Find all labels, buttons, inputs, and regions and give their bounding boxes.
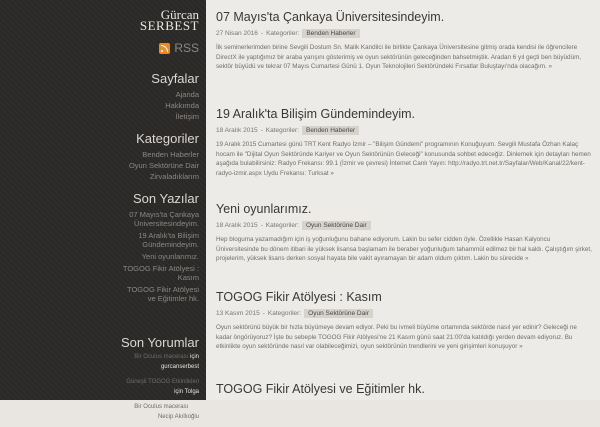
post-title[interactable]: TOGOG Fikir Atölyesi : Kasım [216, 290, 382, 304]
recent-post-link[interactable] [123, 231, 199, 249]
post-category-tag[interactable]: Benden Haberler [302, 29, 359, 38]
recent-post-line: 19 Aralık'ta Bilişim [138, 231, 199, 240]
recent-post-line: Yeni oyunlarımız. [141, 252, 199, 261]
sidebar [0, 0, 206, 420]
post-title[interactable]: 07 Mayıs'ta Çankaya Üniversitesindeyim. [216, 10, 445, 24]
post-excerpt: Oyun sektörünü büyük bir hızla büyümeye devam ediyor. Peki bu ivmeli büyüme ortamında sektörde nasıl yer edinir? Geleceği ne kadar öngörüyoruz? İşte bu sebeple TOGOG Fikir Atölyesi'ne 21 Kasım günü saat 21:00'da katıldığı yerden devam ediyoruz. Bu etkinlikte oyun sektöründe nasıl var olabileceğimizi, oyun sektörünün trendlerini ve yeni girişimleri konuşuyor » [216, 324, 577, 350]
comment-author[interactable]: gurcanserbest [160, 364, 199, 370]
post-categories-label: Kategoriler: [265, 127, 299, 134]
recent-posts-heading: Son Yazılar [132, 191, 199, 206]
post-entry [216, 290, 593, 352]
recent-post-link[interactable] [123, 252, 199, 261]
post-entry [216, 10, 593, 72]
comment-post[interactable]: Bir Oculus macerası [134, 354, 189, 360]
sidebar-item-category[interactable]: Oyun Sektörüne Dair [128, 161, 199, 170]
sidebar-item-page[interactable]: Hakkımda [165, 101, 199, 110]
sidebar-item-page[interactable]: İletişim [175, 112, 199, 121]
meta-sep: - [262, 310, 265, 317]
recent-post-link[interactable] [123, 264, 199, 282]
site-title-line2: SERBEST [139, 18, 199, 33]
post-category-tag[interactable]: Benden Haberler [302, 126, 359, 135]
post-entry [216, 382, 593, 397]
post-category-tag[interactable]: Oyun Sektörüne Dair [304, 309, 373, 318]
sidebar-item-category[interactable]: Benden Haberler [142, 150, 199, 159]
sidebar-item-category[interactable]: Zirvaladıklarım [149, 172, 199, 181]
comment-sep: için [174, 389, 184, 395]
recent-post-link[interactable] [123, 210, 199, 228]
post-excerpt: İlk seminerlerimden birine Sevgili Dostum Sn. Malik Kandilci ile birlikte Çankaya Üniversitesine gitmiş orada kendisi ile öğrencilere DirectX ile yaptığımız bir araba yarışını gösterimiş ve oyun sektörünün geleceğinden bahsetmiştik. Aradan 6 yıl geçti ben büyüdüm, sektör büyüdü ve tekrar 07 Mayıs Cumartesi Günü 1. Oyun Teknolojileri Sektöründeki Fırsatlar Buluştayı'nda olacağım. » [216, 44, 582, 70]
comment-post[interactable]: Bir Oculus macerası [134, 404, 189, 410]
pages-list [165, 89, 199, 122]
comment-item [9, 377, 199, 397]
recent-post-line: TOGOG Fikir Atölyesi [127, 285, 199, 294]
pages-heading: Sayfalar [151, 71, 199, 86]
comment-author[interactable]: Necip Akıllıoğlu [157, 414, 199, 420]
rss-icon [159, 43, 170, 54]
main-content [206, 0, 600, 400]
post-excerpt: 19 Aralık 2015 Cumartesi günü TRT Kent Radyo İzmir – "Bilişim Gündemi" programının Konuğuyum. Sevgili Mustafa Özhan Kalaç hocam ile "Dijital Oyun Sektöründe Kariyer ve Oyun Sektörünün Geleceği" konusunda sohbet edeceğiz. Dinlemek için detayları hemen aşağıda bulabilirsiniz: Radyo Frekansı: 99.1 (İzmir ve çevresi) İnternet Canlı Yayın: http://radyo.trt.net.tr/Sayfalar/Web/Kanal/22/kent-radyo-izmir.aspx Uydu Frekansı: Turksat » [216, 141, 591, 177]
post-date: 27 Nisan 2016 [216, 30, 258, 37]
recent-post-line: Gündemindeyim. [142, 240, 199, 249]
recent-post-line: 07 Mayıs'ta Çankaya [129, 210, 199, 219]
meta-sep: - [260, 222, 263, 229]
comment-sep: için [189, 354, 199, 360]
post-category-tag[interactable]: Oyun Sektörüne Dair [302, 221, 371, 230]
post-entry [216, 107, 593, 178]
post-date: 13 Kasım 2015 [216, 310, 260, 317]
recent-post-line: Üniversitesindeyim. [133, 219, 199, 228]
post-meta [216, 309, 593, 318]
site-title[interactable] [140, 9, 199, 31]
post-categories-label: Kategoriler: [266, 30, 300, 37]
meta-sep: - [260, 30, 264, 37]
recent-comments-list [9, 352, 199, 427]
sidebar-item-page[interactable]: Ajanda [175, 90, 199, 99]
comment-author[interactable]: Tolga [184, 389, 199, 395]
meta-sep: - [260, 127, 263, 134]
post-categories-label: Kategoriler: [267, 310, 302, 317]
comment-post[interactable]: Güneşli TOGOG Etkinlikleri [126, 379, 199, 385]
post-entry [216, 202, 593, 264]
rss-link[interactable] [159, 41, 199, 55]
post-meta [216, 221, 593, 230]
categories-heading: Kategoriler [136, 131, 199, 146]
rss-label: RSS [174, 41, 199, 55]
post-categories-label: Kategoriler: [265, 222, 299, 229]
recent-post-line: ve Eğitimler hk. [147, 294, 199, 303]
post-meta [216, 29, 593, 38]
post-title[interactable]: 19 Aralık'ta Bilişim Gündemindeyim. [216, 107, 415, 121]
site-title-line1: Gürcan [160, 7, 199, 22]
post-excerpt: Hep bloguma yazamadığım için iş yoğunluğunu bahane ediyorum. Lakin bu sefer cidden öyle. Özellikle Hasan Kalyoncu Üniversitesinde bu dönem itibari ile yüksek lisansa başlamam ile beraber yoğunluğum tahammül edilmez bir hal kaldı. Çalıştığım şirket, projelerim, yüksek lisans derken sosyal hayata bile vakit ayıramayan bir adam oldum çıktım. Lakin bu sürecide » [216, 236, 592, 262]
recent-post-link[interactable] [123, 285, 199, 303]
post-date: 18 Aralık 2015 [216, 127, 258, 134]
categories-list [129, 149, 199, 182]
post-meta [216, 126, 593, 135]
comment-item [9, 402, 199, 422]
comment-sep: için [189, 404, 199, 410]
recent-post-line: TOGOG Fikir Atölyesi : [122, 264, 199, 273]
comment-item [9, 352, 199, 372]
post-title[interactable]: TOGOG Fikir Atölyesi ve Eğitimler hk. [216, 382, 425, 396]
post-date: 18 Aralık 2015 [216, 222, 258, 229]
recent-post-line: Kasım [177, 273, 199, 282]
post-title[interactable]: Yeni oyunlarımız. [216, 202, 312, 216]
recent-comments-heading: Son Yorumlar [120, 335, 199, 350]
recent-posts-list [123, 210, 199, 306]
